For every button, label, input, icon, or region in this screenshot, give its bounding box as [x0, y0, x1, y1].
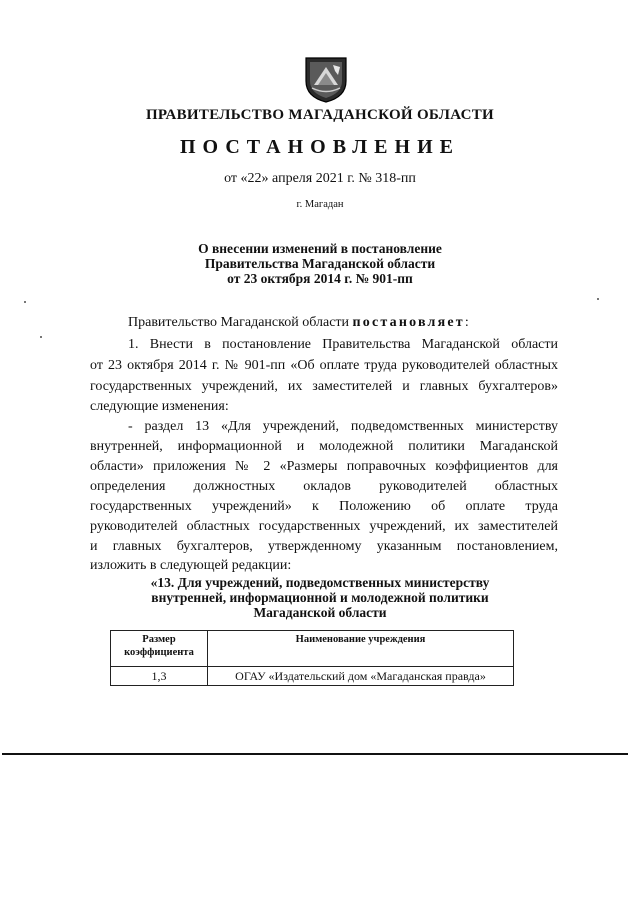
document-type: ПОСТАНОВЛЕНИЕ [180, 136, 460, 158]
resolves-paragraph [128, 314, 596, 331]
table-row [111, 667, 514, 686]
scan-speck [597, 298, 599, 300]
paragraph-line: и главных бухгалтеров, утвержденному указанным постановлением, [90, 539, 558, 554]
subject-line: Правительства Магаданской области [204, 256, 436, 271]
section-title-line: внутренней, информационной и молодежной политики [151, 590, 489, 605]
section-title-line: «13. Для учреждений, подведомственных министерству [150, 575, 490, 590]
paragraph-line: руководителей областных государственных учреждений, их заместителей [90, 519, 558, 534]
subject-line: О внесении изменений в постановление [198, 241, 442, 256]
paragraph-line: изложить в следующей редакции: [90, 558, 292, 573]
section-title-line: Магаданской области [253, 605, 387, 620]
scan-speck [40, 336, 42, 338]
document-date-number: от «22» апреля 2021 г. № 318-пп [224, 171, 416, 186]
paragraph-line: государственных учреждений» к Положению об оплате труда [90, 499, 558, 514]
government-title: ПРАВИТЕЛЬСТВО МАГАДАНСКОЙ ОБЛАСТИ [145, 107, 495, 123]
cell-coefficient: 1,3 [111, 667, 208, 686]
coefficient-table [110, 630, 514, 686]
column-header-institution: Наименование учреждения [208, 631, 514, 667]
bottom-rule [2, 753, 628, 755]
coat-of-arms-icon [302, 55, 350, 103]
paragraph-line: определения должностных окладов руководителей областных [90, 479, 558, 494]
resolves-colon: : [464, 315, 469, 330]
paragraph-line: 1. Внести в постановление Правительства Магаданской области [128, 337, 558, 352]
document-city: г. Магадан [296, 199, 344, 210]
scan-speck [24, 301, 26, 303]
cell-institution: ОГАУ «Издательский дом «Магаданская правда» [208, 667, 514, 686]
paragraph-line: следующие изменения: [90, 399, 229, 414]
resolves-prefix: Правительство Магаданской области [128, 315, 350, 330]
paragraph-line: - раздел 13 «Для учреждений, подведомственных министерству [128, 419, 558, 434]
column-header-coefficient: Размер коэффициента [111, 631, 208, 667]
paragraph-line: области» приложения № 2 «Размеры поправочных коэффициентов для [90, 459, 558, 474]
paragraph-line: от 23 октября 2014 г. № 901-пп «Об оплате труда руководителей областных [90, 358, 558, 373]
paragraph-line: государственных учреждений, их заместителей и главных бухгалтеров» [90, 379, 558, 394]
subject-line: от 23 октября 2014 г. № 901-пп [227, 271, 413, 286]
resolves-word: постановляет [352, 315, 465, 330]
paragraph-line: внутренней, информационной и молодежной политики Магаданской [90, 439, 558, 454]
table-header-row [111, 631, 514, 667]
